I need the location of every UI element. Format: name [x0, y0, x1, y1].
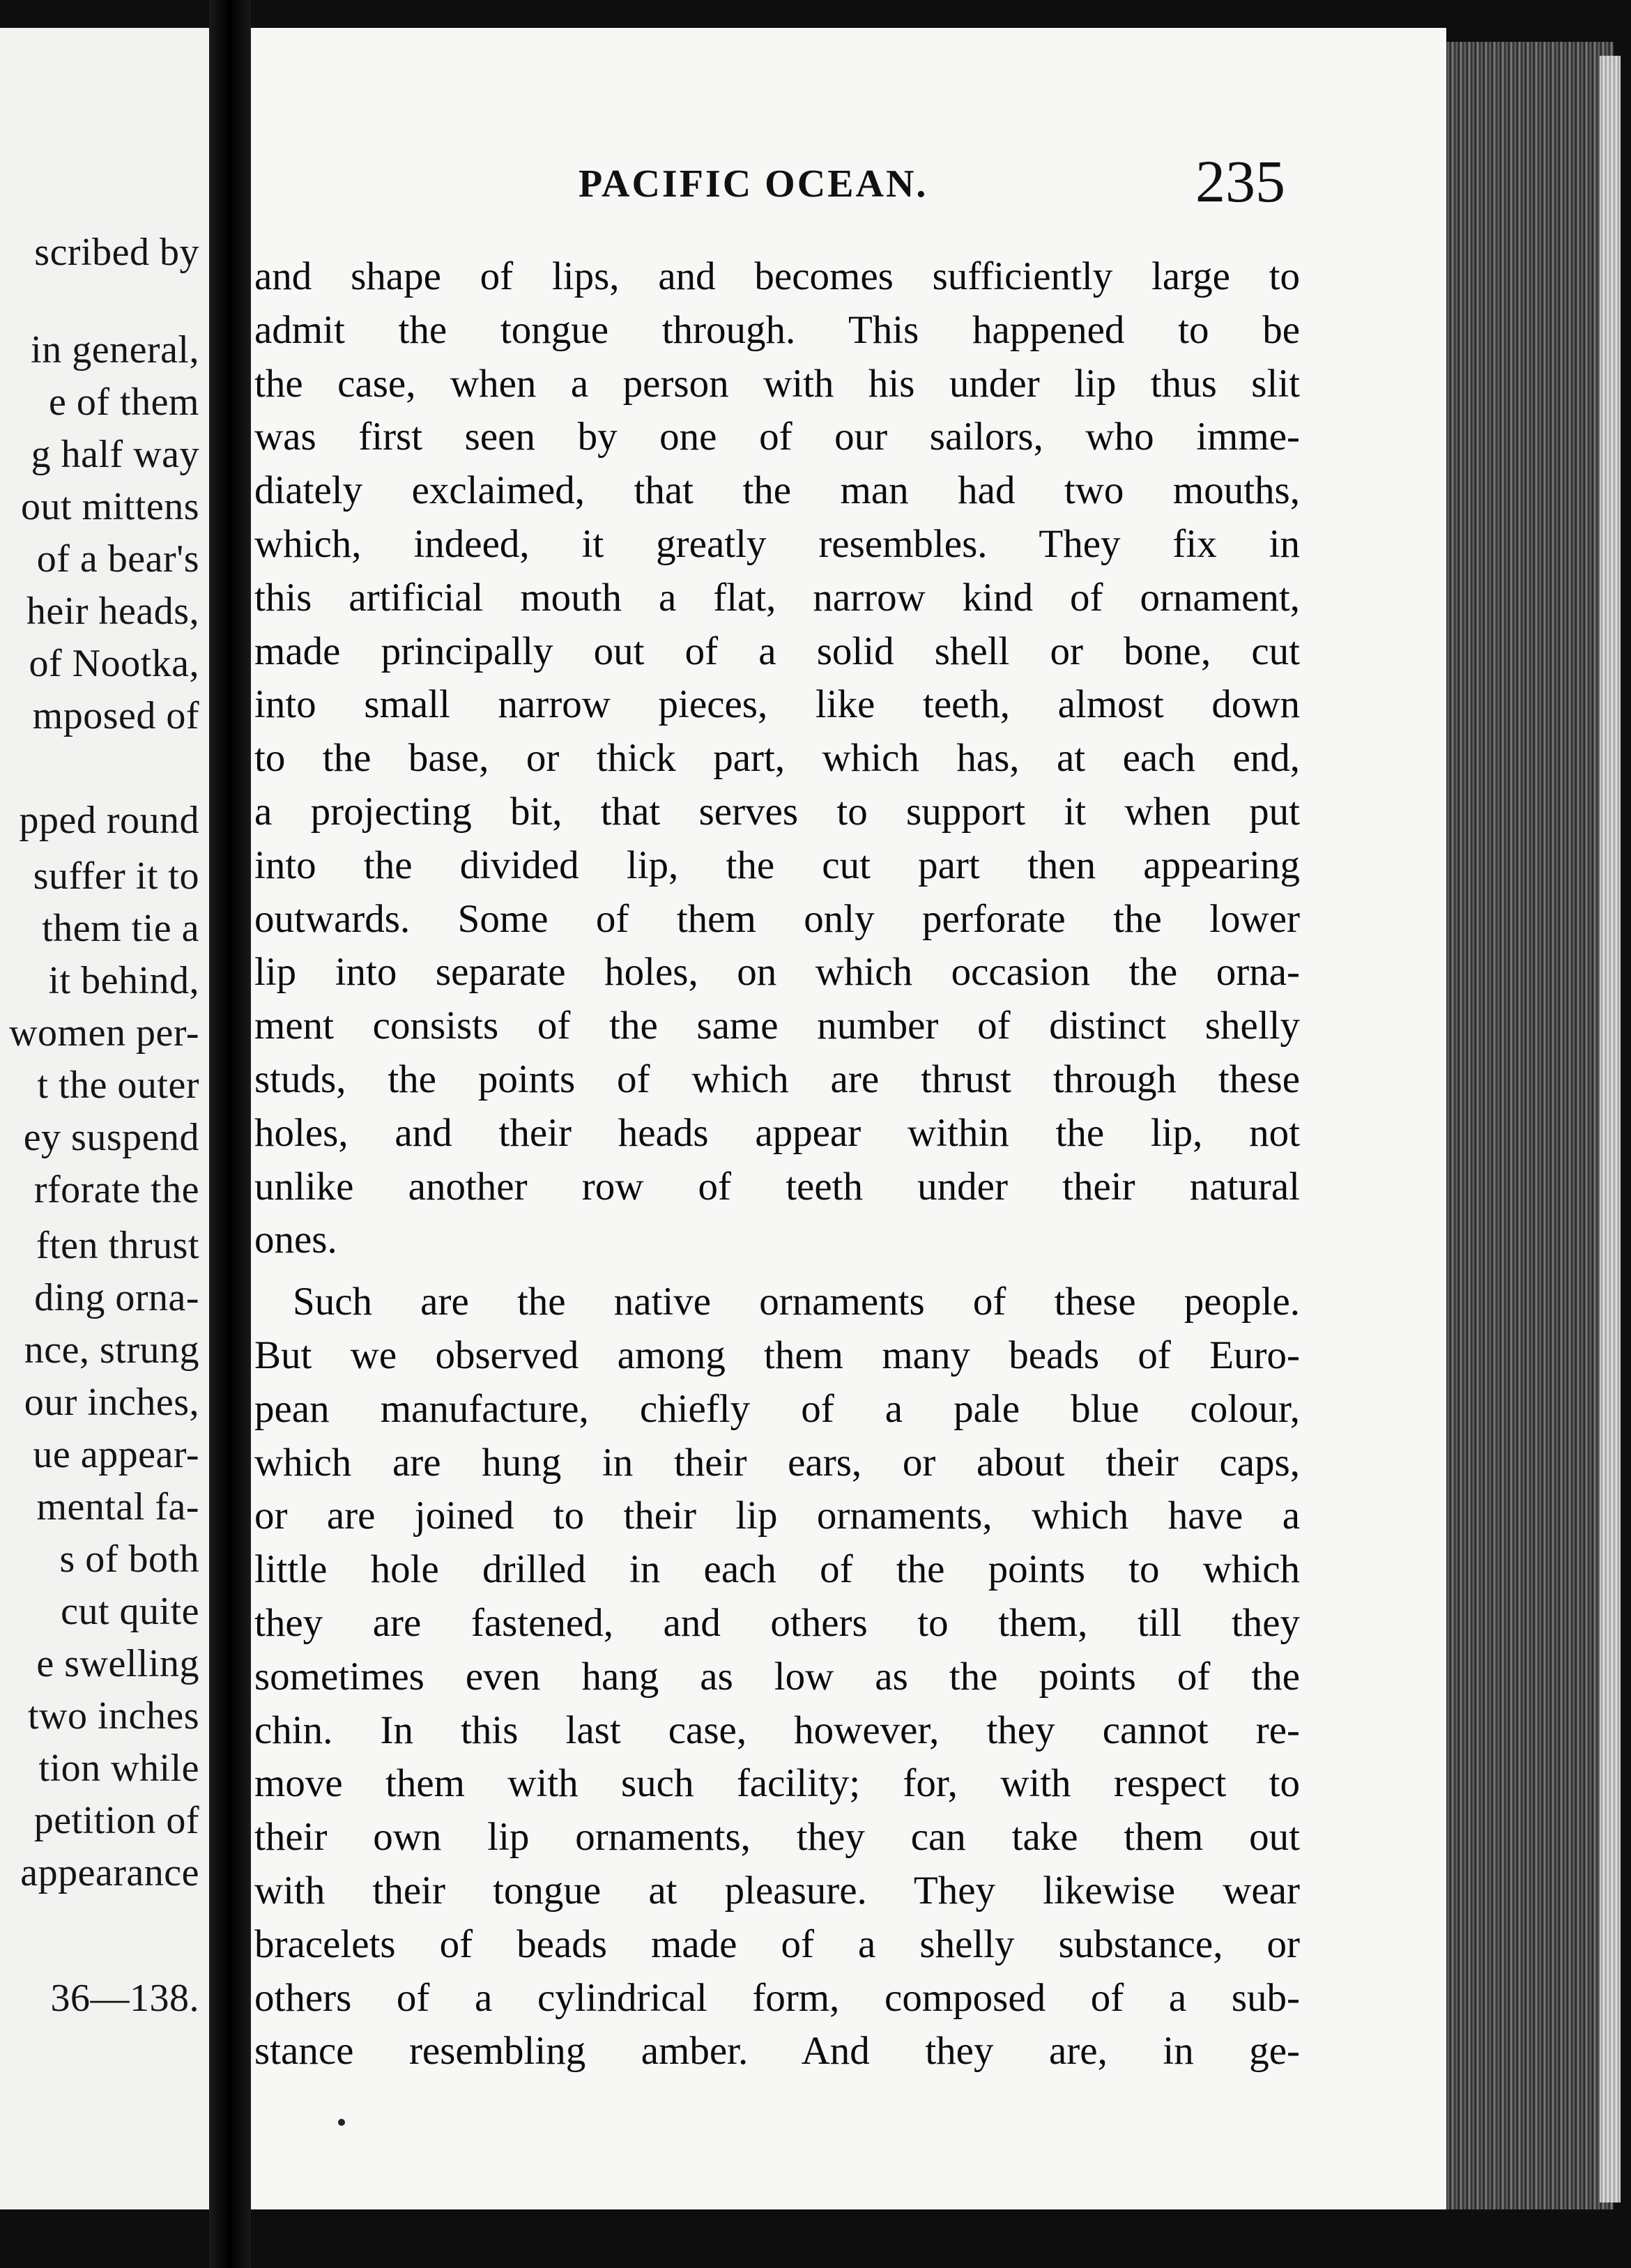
left-text-line: them tie a [42, 907, 199, 950]
paragraph-1-line: made principally out of a solid shell or bone, cut [254, 629, 1300, 673]
paragraph-2-line: stance resembling amber. And they are, in ge- [254, 2029, 1300, 2073]
left-text-line: ue appear- [33, 1433, 199, 1476]
left-text-line: of a bear's [36, 537, 199, 581]
paragraph-2-line: Such are the native ornaments of these people. [293, 1280, 1300, 1324]
left-text-line: e swelling [36, 1642, 199, 1685]
left-text-line: mental fa- [36, 1485, 199, 1528]
paragraph-2-line: move them with such facility; for, with respect to [254, 1761, 1300, 1805]
paragraph-1-line: this artificial mouth a flat, narrow kind of ornament, [254, 576, 1300, 620]
left-text-line: of Nootka, [29, 642, 199, 685]
paragraph-2-line: others of a cylindrical form, composed of a sub- [254, 1976, 1300, 2020]
paragraph-2-line: bracelets of beads made of a shelly substance, or [254, 1922, 1300, 1966]
paragraph-2-line: which are hung in their ears, or about their caps, [254, 1441, 1300, 1485]
paragraph-1-line: which, indeed, it greatly resembles. They fix in [254, 522, 1300, 566]
left-text-line: women per- [9, 1011, 199, 1055]
running-head: PACIFIC OCEAN. [579, 162, 928, 206]
left-text-line: tion while [38, 1747, 199, 1790]
left-text-line: t the outer [37, 1064, 199, 1107]
paragraph-1-line: diately exclaimed, that the man had two mouths, [254, 468, 1300, 512]
left-page-fragment [0, 28, 209, 2209]
paragraph-2-line: their own lip ornaments, they can take them out [254, 1815, 1300, 1859]
paragraph-1-line: holes, and their heads appear within the lip, not [254, 1111, 1300, 1155]
paragraph-1-line: into the divided lip, the cut part then appearing [254, 843, 1300, 887]
book-gutter [209, 0, 251, 2268]
left-text-line: e of them [49, 381, 199, 424]
paragraph-1-line: to the base, or thick part, which has, at each end, [254, 736, 1300, 780]
paragraph-2-line: But we observed among them many beads of Euro- [254, 1333, 1300, 1377]
paragraph-1-line: studs, the points of which are thrust through these [254, 1057, 1300, 1101]
paragraph-1-line: into small narrow pieces, like teeth, almost down [254, 682, 1300, 726]
paragraph-1-line: ment consists of the same number of distinct shelly [254, 1004, 1300, 1048]
paragraph-2-line: sometimes even hang as low as the points of the [254, 1655, 1300, 1699]
left-text-line: nce, strung [24, 1328, 199, 1372]
paragraph-1-line: unlike another row of teeth under their natural [254, 1165, 1300, 1209]
page-edges [1446, 42, 1614, 2209]
left-text-line: scribed by [34, 231, 199, 274]
left-text-line: ding orna- [34, 1276, 199, 1319]
left-text-line: rforate the [33, 1168, 199, 1211]
left-text-line: cut quite [61, 1590, 199, 1633]
left-text-line: mposed of [32, 694, 199, 737]
left-text-line: g half way [31, 433, 199, 476]
left-text-line: it behind, [48, 959, 199, 1002]
left-text-line: appearance [20, 1851, 199, 1894]
left-text-line: two inches [27, 1694, 199, 1738]
right-page [251, 28, 1446, 2209]
paragraph-1-line: ones. [254, 1218, 337, 1262]
left-text-line: 36—138. [50, 1977, 199, 2020]
left-text-line: petition of [33, 1799, 199, 1842]
page-edges-outer [1600, 56, 1621, 2202]
left-text-line: ften thrust [36, 1224, 199, 1267]
paragraph-1-line: lip into separate holes, on which occasion the orna- [254, 950, 1300, 994]
left-text-line: s of both [59, 1538, 199, 1581]
left-text-line: heir heads, [26, 590, 199, 633]
paragraph-1-line: outwards. Some of them only perforate the lower [254, 897, 1300, 941]
paragraph-2-line: little hole drilled in each of the points to which [254, 1547, 1300, 1591]
left-text-line: our inches, [24, 1381, 199, 1424]
left-text-line: in general, [31, 328, 199, 371]
paragraph-2-line: with their tongue at pleasure. They likewise wear [254, 1869, 1300, 1913]
paragraph-2-line: they are fastened, and others to them, till they [254, 1601, 1300, 1645]
paragraph-1-line: admit the tongue through. This happened to be [254, 308, 1300, 352]
paragraph-2-line: or are joined to their lip ornaments, which have a [254, 1494, 1300, 1538]
ink-speck [338, 2119, 345, 2126]
paragraph-1-line: a projecting bit, that serves to support it when put [254, 790, 1300, 834]
left-text-line: pped round [19, 799, 199, 842]
paragraph-1-line: the case, when a person with his under lip thus slit [254, 362, 1300, 406]
left-text-line: ey suspend [23, 1116, 199, 1159]
paragraph-1-line: and shape of lips, and becomes sufficiently large to [254, 254, 1300, 298]
paragraph-1-line: was first seen by one of our sailors, who imme- [254, 415, 1300, 459]
paragraph-2-line: pean manufacture, chiefly of a pale blue colour, [254, 1387, 1300, 1431]
left-text-line: out mittens [21, 485, 199, 528]
paragraph-2-line: chin. In this last case, however, they cannot re- [254, 1708, 1300, 1752]
left-text-line: suffer it to [33, 855, 199, 898]
page-number: 235 [1195, 148, 1285, 215]
page-header [251, 146, 1446, 223]
